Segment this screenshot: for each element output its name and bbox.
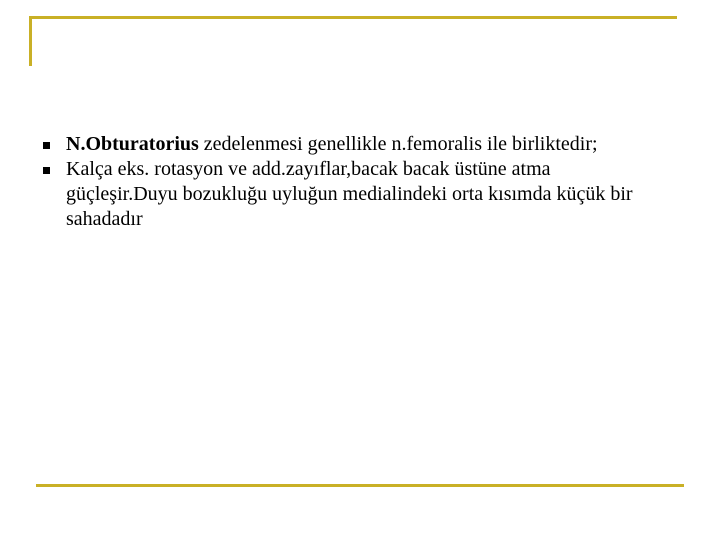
slide-content bbox=[40, 132, 660, 232]
bullet-1-bold-text: N.Obturatorius bbox=[66, 133, 199, 155]
bullet-2-text: Kalça eks. rotasyon ve add.zayıflar,bacak bacak üstüne atma güçleşir.Duyu bozukluğu uyluğun medialindeki orta kısımda küçük bir sahadadır bbox=[66, 158, 633, 230]
bullet-item-1 bbox=[40, 132, 660, 157]
frame-top-line bbox=[29, 16, 677, 19]
square-bullet-icon bbox=[43, 167, 50, 174]
bullet-item-2 bbox=[40, 157, 660, 232]
bullet-1-text: zedelenmesi genellikle n.femoralis ile birliktedir; bbox=[198, 133, 598, 155]
frame-bottom-line bbox=[36, 484, 684, 487]
square-bullet-icon bbox=[43, 142, 50, 149]
frame-left-line bbox=[29, 16, 32, 66]
